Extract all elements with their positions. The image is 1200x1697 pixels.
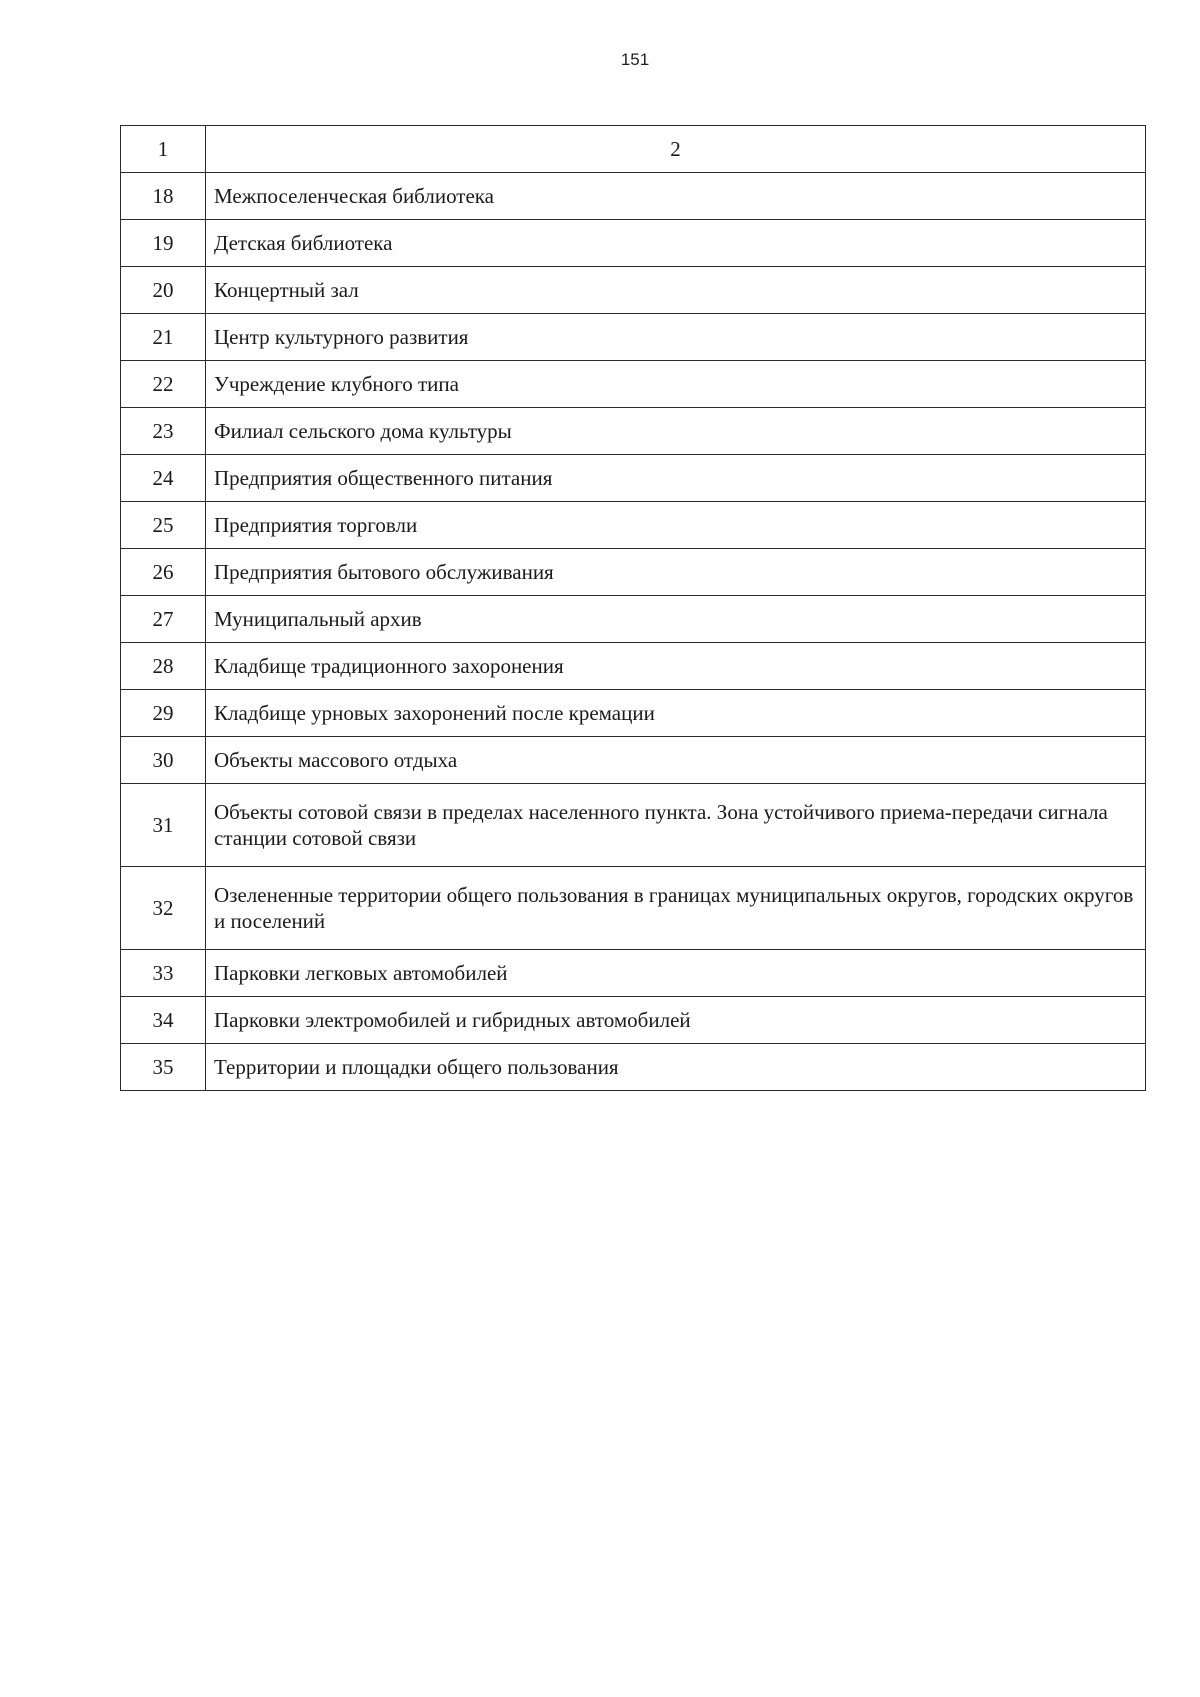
table-row (121, 596, 1146, 643)
row-number: 29 (121, 690, 206, 737)
row-text: Концертный зал (206, 267, 1146, 314)
row-text: Объекты массового отдыха (206, 737, 1146, 784)
row-text: Межпоселенческая библиотека (206, 173, 1146, 220)
row-text: Парковки легковых автомобилей (206, 950, 1146, 997)
row-text: Муниципальный архив (206, 596, 1146, 643)
row-text: Озелененные территории общего пользования в границах муниципальных округов, городских округов и поселений (206, 867, 1146, 950)
row-number: 24 (121, 455, 206, 502)
header-cell-1: 1 (121, 126, 206, 173)
row-text: Детская библиотека (206, 220, 1146, 267)
table-row (121, 173, 1146, 220)
table-row (121, 455, 1146, 502)
row-number: 27 (121, 596, 206, 643)
table-row (121, 737, 1146, 784)
table-header-row (121, 126, 1146, 173)
row-text: Объекты сотовой связи в пределах населенного пункта. Зона устойчивого приема-передачи сигнала станции сотовой связи (206, 784, 1146, 867)
row-text: Предприятия бытового обслуживания (206, 549, 1146, 596)
table-row (121, 314, 1146, 361)
table-row (121, 950, 1146, 997)
row-number: 33 (121, 950, 206, 997)
row-number: 19 (121, 220, 206, 267)
row-number: 25 (121, 502, 206, 549)
objects-table (120, 125, 1146, 1091)
row-number: 28 (121, 643, 206, 690)
header-cell-2: 2 (206, 126, 1146, 173)
row-number: 34 (121, 997, 206, 1044)
row-text: Предприятия торговли (206, 502, 1146, 549)
row-text: Парковки электромобилей и гибридных автомобилей (206, 997, 1146, 1044)
row-number: 18 (121, 173, 206, 220)
page-number: 151 (620, 50, 650, 69)
row-text: Предприятия общественного питания (206, 455, 1146, 502)
table-row (121, 361, 1146, 408)
row-number: 26 (121, 549, 206, 596)
row-text: Территории и площадки общего пользования (206, 1044, 1146, 1091)
table-row (121, 867, 1146, 950)
table-row (121, 408, 1146, 455)
row-text: Кладбище урновых захоронений после кремации (206, 690, 1146, 737)
table-row (121, 1044, 1146, 1091)
row-number: 20 (121, 267, 206, 314)
table-row (121, 997, 1146, 1044)
row-number: 23 (121, 408, 206, 455)
row-number: 35 (121, 1044, 206, 1091)
table-row (121, 690, 1146, 737)
table-row (121, 784, 1146, 867)
row-text: Учреждение клубного типа (206, 361, 1146, 408)
table-row (121, 502, 1146, 549)
row-number: 32 (121, 867, 206, 950)
row-text: Центр культурного развития (206, 314, 1146, 361)
table-row (121, 220, 1146, 267)
table-row (121, 643, 1146, 690)
row-text: Филиал сельского дома культуры (206, 408, 1146, 455)
table-row (121, 549, 1146, 596)
row-number: 22 (121, 361, 206, 408)
row-number: 30 (121, 737, 206, 784)
row-number: 21 (121, 314, 206, 361)
row-number: 31 (121, 784, 206, 867)
table-row (121, 267, 1146, 314)
row-text: Кладбище традиционного захоронения (206, 643, 1146, 690)
